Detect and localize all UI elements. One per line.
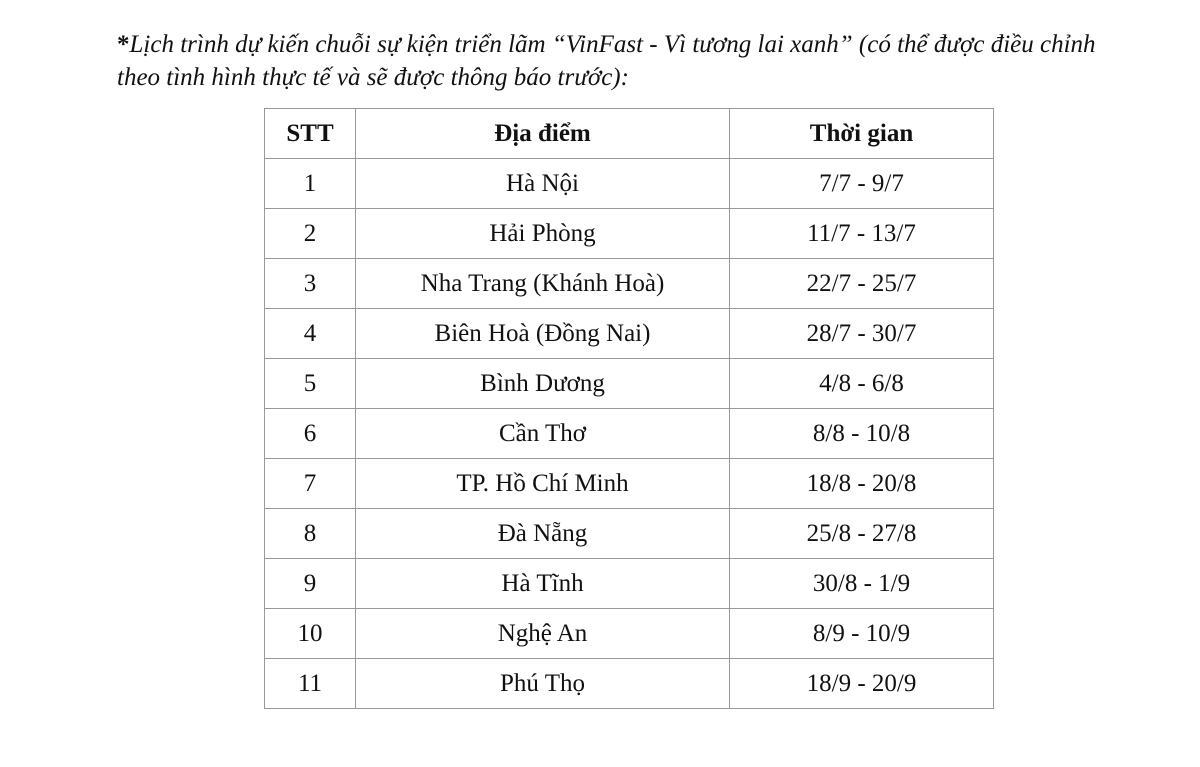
row-number: 9: [265, 559, 356, 609]
row-number: 5: [265, 359, 356, 409]
row-location: Biên Hoà (Đồng Nai): [356, 309, 730, 359]
table-row: [265, 209, 994, 259]
table-row: [265, 459, 994, 509]
row-number: 6: [265, 409, 356, 459]
table-row: [265, 559, 994, 609]
row-time: 11/7 - 13/7: [730, 209, 994, 259]
schedule-table: [264, 108, 994, 709]
row-location: Nghệ An: [356, 609, 730, 659]
header-stt: STT: [265, 109, 356, 159]
row-location: Phú Thọ: [356, 659, 730, 709]
table-row: [265, 259, 994, 309]
row-location: Đà Nẵng: [356, 509, 730, 559]
row-time: 30/8 - 1/9: [730, 559, 994, 609]
table-row: [265, 359, 994, 409]
row-time: 18/8 - 20/8: [730, 459, 994, 509]
row-number: 7: [265, 459, 356, 509]
row-number: 10: [265, 609, 356, 659]
row-number: 4: [265, 309, 356, 359]
row-time: 22/7 - 25/7: [730, 259, 994, 309]
header-location: Địa điểm: [356, 109, 730, 159]
row-location: Hà Nội: [356, 159, 730, 209]
table-row: [265, 409, 994, 459]
note-asterisk: *: [117, 31, 130, 58]
row-time: 28/7 - 30/7: [730, 309, 994, 359]
row-number: 11: [265, 659, 356, 709]
row-time: 25/8 - 27/8: [730, 509, 994, 559]
table-row: [265, 309, 994, 359]
table-row: [265, 159, 994, 209]
table-row: [265, 659, 994, 709]
table-header-row: [265, 109, 994, 159]
note-text: Lịch trình dự kiến chuỗi sự kiện triển lãm “VinFast - Vì tương lai xanh” (có thể được điều chỉnh theo tình hình thực tế và sẽ được thông báo trước):: [117, 31, 1096, 91]
row-location: TP. Hồ Chí Minh: [356, 459, 730, 509]
row-location: Hải Phòng: [356, 209, 730, 259]
row-time: 8/9 - 10/9: [730, 609, 994, 659]
row-number: 8: [265, 509, 356, 559]
row-location: Nha Trang (Khánh Hoà): [356, 259, 730, 309]
row-number: 3: [265, 259, 356, 309]
row-time: 18/9 - 20/9: [730, 659, 994, 709]
row-number: 2: [265, 209, 356, 259]
table-body: [265, 159, 994, 709]
schedule-note: [117, 28, 1127, 94]
row-location: Bình Dương: [356, 359, 730, 409]
table-row: [265, 509, 994, 559]
header-time: Thời gian: [730, 109, 994, 159]
row-number: 1: [265, 159, 356, 209]
row-time: 8/8 - 10/8: [730, 409, 994, 459]
row-time: 4/8 - 6/8: [730, 359, 994, 409]
row-location: Cần Thơ: [356, 409, 730, 459]
row-time: 7/7 - 9/7: [730, 159, 994, 209]
table-row: [265, 609, 994, 659]
row-location: Hà Tĩnh: [356, 559, 730, 609]
